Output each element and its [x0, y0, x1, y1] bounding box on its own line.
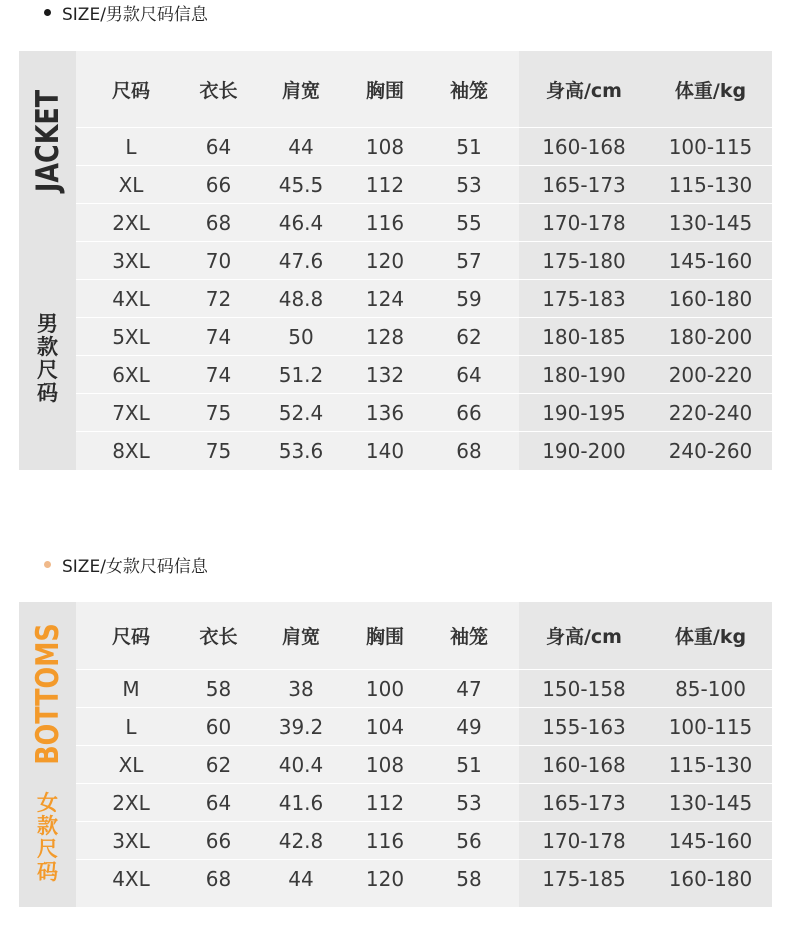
table-side-label	[19, 602, 76, 907]
table-cell: 72	[186, 280, 251, 318]
column-header: 袖笼	[449, 626, 488, 648]
table-cell: L	[76, 708, 186, 746]
table-cell: 57	[419, 242, 519, 280]
table-cell: L	[76, 128, 186, 166]
table-cell: 51	[419, 746, 519, 784]
side-label-char: 尺	[37, 837, 58, 861]
table-cell: 165-173	[519, 166, 649, 204]
table-row	[519, 670, 772, 708]
table-cell: 190-195	[519, 394, 649, 432]
section-heading-men	[44, 0, 208, 24]
table-row	[519, 860, 772, 898]
column-header: 身高/cm	[545, 79, 622, 102]
garment-measurements	[76, 51, 519, 470]
table-cell: 170-178	[519, 822, 649, 860]
table-cell: 51.2	[251, 356, 351, 394]
table-side-label	[19, 51, 76, 470]
table-cell: 3XL	[76, 242, 186, 280]
table-row	[76, 822, 519, 860]
table-cell: 64	[186, 784, 251, 822]
section-heading-text: SIZE/男款尺码信息	[62, 4, 208, 25]
table-cell: 180-185	[519, 318, 649, 356]
garment-measurements	[76, 602, 519, 907]
measurement-table	[76, 602, 519, 897]
table-cell: 44	[251, 860, 351, 898]
table-cell: 160-180	[649, 860, 772, 898]
table-cell: 46.4	[251, 204, 351, 242]
table-cell: 51	[419, 128, 519, 166]
table-cell: XL	[76, 166, 186, 204]
column-header: 胸围	[365, 626, 404, 648]
table-cell: 74	[186, 356, 251, 394]
side-label-chinese	[36, 792, 60, 884]
table-cell: 48.8	[251, 280, 351, 318]
section-heading-text: SIZE/女款尺码信息	[62, 556, 208, 577]
table-cell: 44	[251, 128, 351, 166]
table-cell: 39.2	[251, 708, 351, 746]
body-table	[519, 51, 772, 469]
table-cell: 74	[186, 318, 251, 356]
column-header: 衣长	[199, 626, 238, 648]
table-cell: 75	[186, 394, 251, 432]
table-cell: 38	[251, 670, 351, 708]
table-cell: 2XL	[76, 784, 186, 822]
table-cell: 130-145	[649, 784, 772, 822]
side-label-char: 女	[37, 791, 58, 815]
table-cell: 100	[351, 670, 419, 708]
table-cell: 4XL	[76, 280, 186, 318]
measurement-table	[76, 51, 519, 469]
table-cell: 66	[186, 166, 251, 204]
table-cell: 175-180	[519, 242, 649, 280]
table-cell: 7XL	[76, 394, 186, 432]
table-cell: M	[76, 670, 186, 708]
table-cell: 165-173	[519, 784, 649, 822]
table-cell: 56	[419, 822, 519, 860]
table-row	[519, 822, 772, 860]
table-cell: 100-115	[649, 708, 772, 746]
table-row	[76, 356, 519, 394]
table-cell: 180-190	[519, 356, 649, 394]
column-header: 衣长	[199, 79, 238, 102]
table-cell: 62	[419, 318, 519, 356]
table-cell: 53	[419, 784, 519, 822]
table-row	[519, 128, 772, 166]
table-cell: 68	[419, 432, 519, 470]
body-measurements	[519, 602, 772, 907]
table-cell: 42.8	[251, 822, 351, 860]
table-row	[76, 394, 519, 432]
table-cell: 2XL	[76, 204, 186, 242]
table-cell: 8XL	[76, 432, 186, 470]
table-cell: 66	[186, 822, 251, 860]
table-cell: 160-168	[519, 746, 649, 784]
table-row	[76, 128, 519, 166]
table-row	[519, 708, 772, 746]
side-label-char: 款	[37, 814, 58, 838]
table-cell: 50	[251, 318, 351, 356]
table-row	[519, 746, 772, 784]
table-cell: 41.6	[251, 784, 351, 822]
column-header: 体重/kg	[674, 626, 747, 648]
bullet-dot-icon	[44, 9, 51, 16]
table-row	[519, 394, 772, 432]
size-table-card-women	[19, 602, 772, 907]
table-cell: 58	[419, 860, 519, 898]
column-header: 身高/cm	[545, 626, 622, 648]
table-cell: 112	[351, 784, 419, 822]
column-header: 尺码	[111, 626, 150, 648]
table-cell: 175-183	[519, 280, 649, 318]
table-cell: 155-163	[519, 708, 649, 746]
table-cell: 60	[186, 708, 251, 746]
table-cell: XL	[76, 746, 186, 784]
table-row	[76, 708, 519, 746]
size-table-card-men	[19, 51, 772, 470]
table-row	[76, 242, 519, 280]
table-cell: 160-180	[649, 280, 772, 318]
table-cell: 220-240	[649, 394, 772, 432]
column-header: 肩宽	[281, 79, 320, 102]
table-cell: 40.4	[251, 746, 351, 784]
table-row	[76, 280, 519, 318]
table-row	[519, 784, 772, 822]
table-cell: 104	[351, 708, 419, 746]
table-cell: 64	[186, 128, 251, 166]
table-cell: 70	[186, 242, 251, 280]
table-cell: 53.6	[251, 432, 351, 470]
table-cell: 108	[351, 746, 419, 784]
table-cell: 150-158	[519, 670, 649, 708]
table-row	[519, 356, 772, 394]
table-cell: 5XL	[76, 318, 186, 356]
table-cell: 59	[419, 280, 519, 318]
table-cell: 62	[186, 746, 251, 784]
table-cell: 124	[351, 280, 419, 318]
side-label-char: 男	[37, 312, 58, 336]
table-cell: 64	[419, 356, 519, 394]
table-header-row	[519, 602, 772, 670]
table-cell: 115-130	[649, 166, 772, 204]
table-cell: 240-260	[649, 432, 772, 470]
table-cell: 4XL	[76, 860, 186, 898]
table-row	[519, 280, 772, 318]
table-row	[76, 784, 519, 822]
table-cell: 145-160	[649, 822, 772, 860]
table-cell: 45.5	[251, 166, 351, 204]
side-label-english: JACKET	[29, 89, 66, 193]
table-row	[76, 860, 519, 898]
table-cell: 55	[419, 204, 519, 242]
table-cell: 53	[419, 166, 519, 204]
table-cell: 6XL	[76, 356, 186, 394]
side-label-char: 码	[37, 381, 58, 405]
section-heading-women	[44, 552, 208, 576]
table-cell: 47.6	[251, 242, 351, 280]
table-row	[76, 670, 519, 708]
table-cell: 75	[186, 432, 251, 470]
column-header: 胸围	[365, 79, 404, 102]
table-row	[519, 204, 772, 242]
column-header: 肩宽	[281, 626, 320, 648]
table-row	[76, 166, 519, 204]
column-header: 尺码	[111, 79, 150, 102]
table-cell: 140	[351, 432, 419, 470]
table-cell: 116	[351, 822, 419, 860]
table-header-row	[519, 51, 772, 128]
column-header: 体重/kg	[674, 79, 747, 102]
table-header-row	[76, 602, 519, 670]
table-header-row	[76, 51, 519, 128]
table-cell: 175-185	[519, 860, 649, 898]
table-cell: 120	[351, 860, 419, 898]
table-cell: 58	[186, 670, 251, 708]
table-cell: 68	[186, 860, 251, 898]
table-cell: 115-130	[649, 746, 772, 784]
table-row	[519, 318, 772, 356]
table-cell: 160-168	[519, 128, 649, 166]
bullet-dot-icon	[44, 561, 51, 568]
table-cell: 190-200	[519, 432, 649, 470]
table-cell: 200-220	[649, 356, 772, 394]
table-cell: 130-145	[649, 204, 772, 242]
table-cell: 132	[351, 356, 419, 394]
body-measurements	[519, 51, 772, 470]
side-label-chinese	[36, 313, 60, 405]
side-label-char: 款	[37, 335, 58, 359]
table-cell: 145-160	[649, 242, 772, 280]
body-table	[519, 602, 772, 897]
side-label-char: 尺	[37, 358, 58, 382]
table-row	[519, 242, 772, 280]
table-cell: 49	[419, 708, 519, 746]
table-cell: 66	[419, 394, 519, 432]
table-cell: 108	[351, 128, 419, 166]
side-label-english: BOTTOMS	[29, 623, 66, 765]
table-cell: 3XL	[76, 822, 186, 860]
table-row	[76, 318, 519, 356]
table-row	[76, 432, 519, 470]
side-label-char: 码	[37, 860, 58, 884]
table-cell: 100-115	[649, 128, 772, 166]
table-cell: 136	[351, 394, 419, 432]
table-row	[76, 746, 519, 784]
table-cell: 128	[351, 318, 419, 356]
table-cell: 116	[351, 204, 419, 242]
table-cell: 68	[186, 204, 251, 242]
table-cell: 85-100	[649, 670, 772, 708]
table-cell: 47	[419, 670, 519, 708]
table-cell: 52.4	[251, 394, 351, 432]
table-cell: 170-178	[519, 204, 649, 242]
table-row	[519, 166, 772, 204]
table-row	[76, 204, 519, 242]
table-cell: 120	[351, 242, 419, 280]
table-cell: 112	[351, 166, 419, 204]
table-row	[519, 432, 772, 470]
table-cell: 180-200	[649, 318, 772, 356]
column-header: 袖笼	[449, 79, 488, 102]
